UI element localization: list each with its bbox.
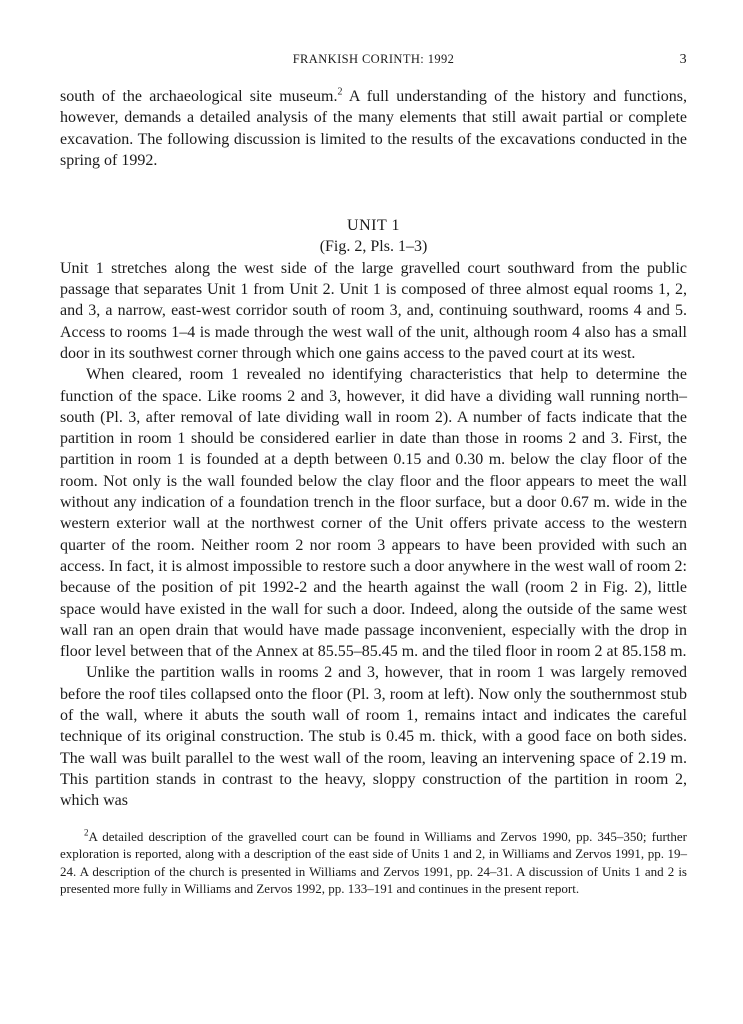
- body-paragraph-1: Unit 1 stretches along the west side of the large gravelled court southward from the public passage that separates Unit 1 from Unit 2. Unit 1 is composed of three almost equal rooms 1, 2, and 3, a narrow, east-west corridor south of room 3, and, continuing southward, rooms 4 and 5. Access to rooms 1–4 is made through the west wall of the unit, although room 4 also has a small door in its southwest corner through which one gains access to the paved court at its west.: [60, 259, 687, 362]
- footnote-marker: 2: [84, 827, 89, 838]
- body-paragraph-2: When cleared, room 1 revealed no identifying characteristics that help to determine the function of the space. Like rooms 2 and 3, however, it did have a dividing wall running north–south (Pl. 3, after removal of late dividing wall in room 2). A number of facts indicate that the partition in room 1 should be considered earlier in date than those in rooms 2 and 3. First, the partition in room 1 is founded at a depth between 0.15 and 0.30 m. below the clay floor of the room. Not only is the wall founded below the clay floor and the floor appears to meet the wall without any indication of a foundation trench in the floor surface, but a door 0.67 m. wide in the western exterior wall at the northwest corner of the Unit offers private access to the western quarter of the room. Neither room 2 nor room 3 appears to have been provided with such an access. In fact, it is almost impossible to restore such a door anywhere in the west wall of room 2: because of the position of pit 1992-2 and the hearth against the wall (room 2 in Fig. 2), little space would have existed in the wall for such a door. Indeed, along the outside of the same west wall ran an open drain that would have made passage inconvenient, especially with the drop in floor level between that of the Annex at 85.55–85.45 m. and the tiled floor in room 2 at 85.158 m.: [60, 366, 687, 661]
- running-title: FRANKISH CORINTH: 1992: [292, 52, 455, 66]
- intro-paragraph: [60, 86, 687, 171]
- footnote-text: A detailed description of the gravelled court can be found in Williams and Zervos 1990, pp. 345–350; further exploration is reported, along with a description of the east side of Units 1 and 2, in Williams and Zervos 1991, pp. 19–24. A description of the church is presented in Williams and Zervos 1991, pp. 24–31. A discussion of Units 1 and 2 is presented more fully in Williams and Zervos 1992, pp. 133–191 and continues in the present report.: [60, 828, 687, 896]
- section-title: UNIT 1: [347, 217, 400, 235]
- body-paragraph-3: Unlike the partition walls in rooms 2 and 3, however, that in room 1 was largely removed before the roof tiles collapsed onto the floor (Pl. 3, room at left). Now only the southernmost stub of the wall, where it abuts the south wall of room 1, remains intact and indicates the careful technique of its original construction. The stub is 0.45 m. thick, with a good face on both sides. The wall was built parallel to the west wall of the room, leaving an intervening space of 2.19 m. This partition stands in contrast to the heavy, sloppy construction of the partition in room 2, which was: [60, 664, 687, 810]
- running-head: [60, 52, 687, 74]
- intro-text-after: A full understanding of the history and functions, however, demands a detailed analysis of the many elements that still await partial or complete excavation. The following discussion is limited to the results of the excavations conducted in the spring of 1992.: [60, 88, 688, 169]
- section-figure-reference: (Fig. 2, Pls. 1–3): [319, 238, 428, 256]
- intro-text-before: south of the archaeological site museum.: [60, 88, 338, 105]
- page-number: 3: [679, 52, 687, 67]
- footnote: [60, 828, 687, 898]
- page: [60, 52, 687, 898]
- footnote-reference: 2: [337, 86, 343, 98]
